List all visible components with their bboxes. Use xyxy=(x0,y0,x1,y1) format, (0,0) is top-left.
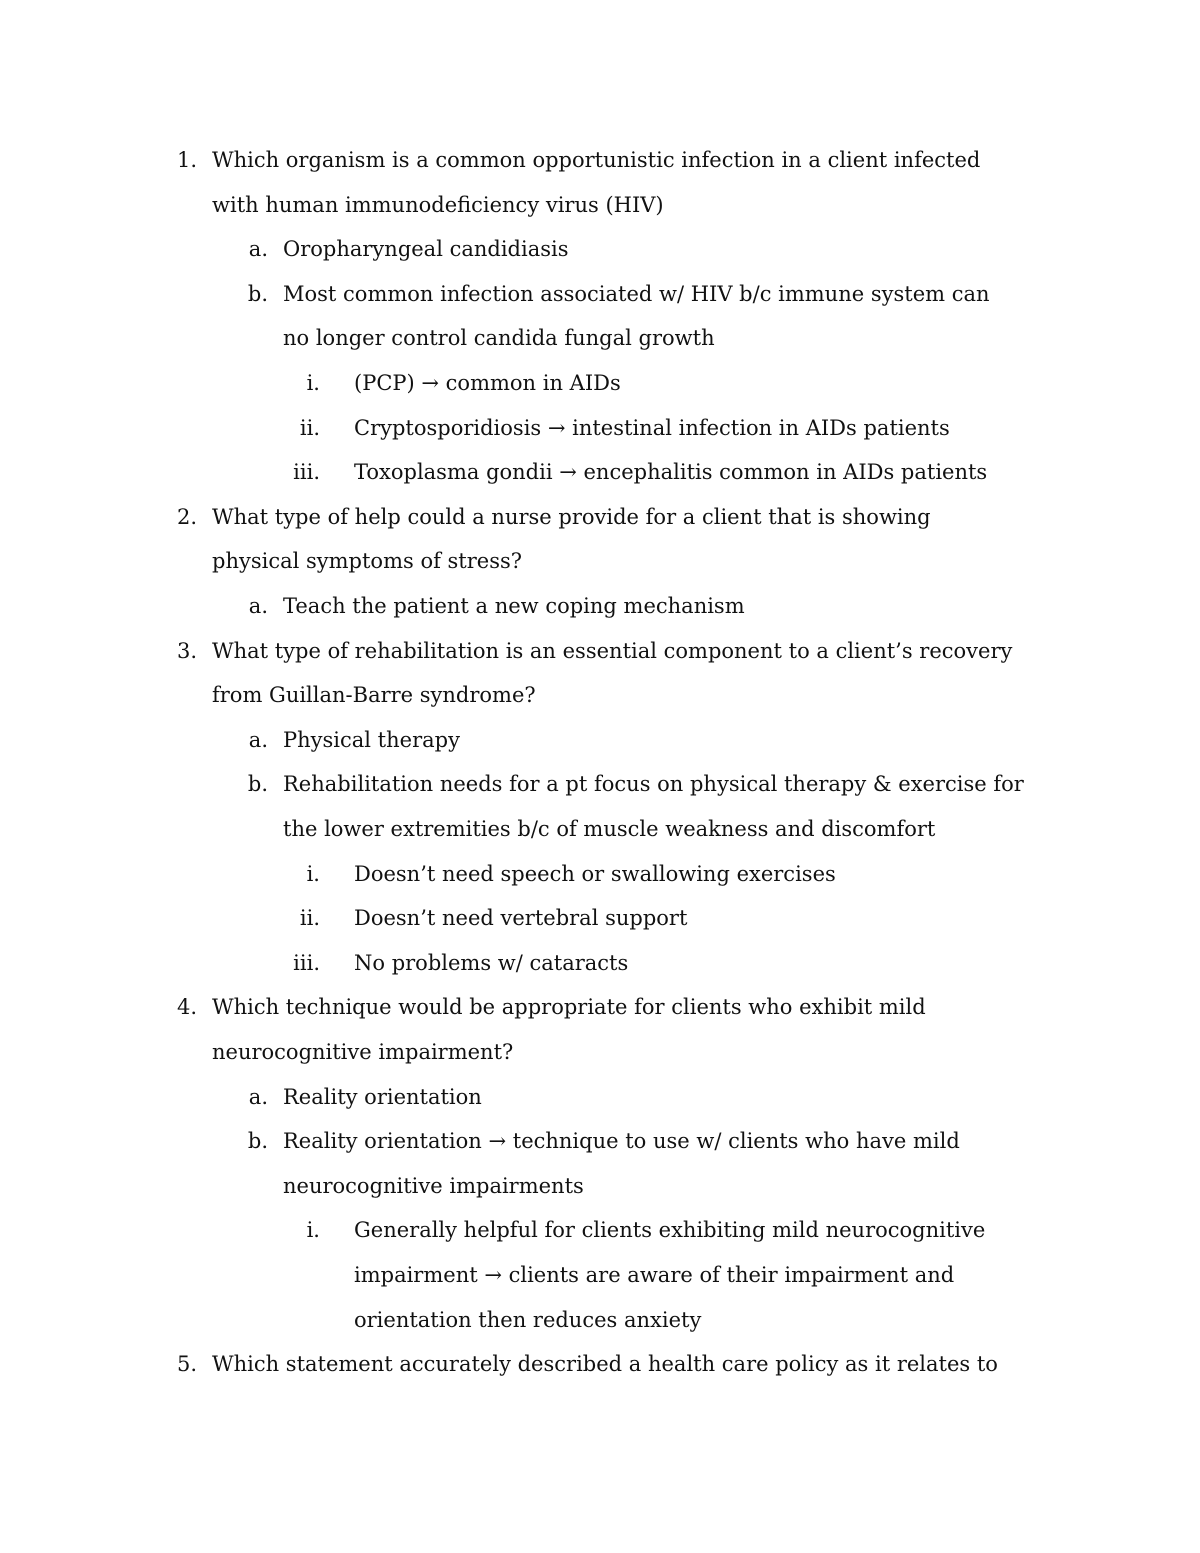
sub-item-numeral: iii. xyxy=(293,951,320,975)
answer-text: Reality orientation → technique to use w/ clients who have mild xyxy=(283,1129,960,1153)
sub-item-numeral: i. xyxy=(306,371,320,395)
question-number: 3. xyxy=(176,639,197,663)
question-text: What type of rehabilitation is an essential component to a client’s recovery xyxy=(212,639,1013,663)
question-text: neurocognitive impairment? xyxy=(212,1040,514,1064)
answer-text: the lower extremities b/c of muscle weakness and discomfort xyxy=(283,817,936,841)
sub-item-letter: a. xyxy=(248,237,268,261)
answer-text: neurocognitive impairments xyxy=(283,1174,584,1198)
sub-item-numeral: iii. xyxy=(293,460,320,484)
answer-text: Oropharyngeal candidiasis xyxy=(283,237,569,261)
detail-text: orientation then reduces anxiety xyxy=(354,1308,702,1332)
sub-item-letter: b. xyxy=(247,772,268,796)
detail-text: impairment → clients are aware of their impairment and xyxy=(354,1263,955,1287)
answer-text: no longer control candida fungal growth xyxy=(283,326,715,350)
detail-text: Cryptosporidiosis → intestinal infection in AIDs patients xyxy=(354,416,950,440)
question-text: Which statement accurately described a health care policy as it relates to xyxy=(212,1352,998,1376)
question-text: with human immunodeficiency virus (HIV) xyxy=(212,193,664,217)
question-text: Which technique would be appropriate for clients who exhibit mild xyxy=(212,995,926,1019)
answer-text: Reality orientation xyxy=(283,1085,482,1109)
answer-text: Most common infection associated w/ HIV b/c immune system can xyxy=(283,282,990,306)
question-number: 4. xyxy=(176,995,197,1019)
detail-text: Doesn’t need speech or swallowing exercises xyxy=(354,862,836,886)
sub-item-letter: a. xyxy=(248,594,268,618)
question-text: physical symptoms of stress? xyxy=(212,549,523,573)
question-text: Which organism is a common opportunistic infection in a client infected xyxy=(212,148,981,172)
question-text: from Guillan-Barre syndrome? xyxy=(212,683,536,707)
sub-item-letter: b. xyxy=(247,1129,268,1153)
question-number: 1. xyxy=(176,148,197,172)
question-text: What type of help could a nurse provide for a client that is showing xyxy=(212,505,931,529)
sub-item-letter: a. xyxy=(248,728,268,752)
sub-item-numeral: i. xyxy=(306,1218,320,1242)
question-number: 5. xyxy=(176,1352,197,1376)
sub-item-letter: a. xyxy=(248,1085,268,1109)
sub-item-numeral: ii. xyxy=(299,416,320,440)
detail-text: (PCP) → common in AIDs xyxy=(354,371,621,395)
sub-item-letter: b. xyxy=(247,282,268,306)
sub-item-numeral: ii. xyxy=(299,906,320,930)
answer-text: Rehabilitation needs for a pt focus on physical therapy & exercise for xyxy=(283,772,1024,796)
answer-text: Teach the patient a new coping mechanism xyxy=(283,594,745,618)
detail-text: Generally helpful for clients exhibiting mild neurocognitive xyxy=(354,1218,986,1242)
sub-item-numeral: i. xyxy=(306,862,320,886)
detail-text: Toxoplasma gondii → encephalitis common in AIDs patients xyxy=(354,460,988,484)
answer-text: Physical therapy xyxy=(283,728,460,752)
detail-text: No problems w/ cataracts xyxy=(354,951,629,975)
detail-text: Doesn’t need vertebral support xyxy=(354,906,688,930)
question-number: 2. xyxy=(176,505,197,529)
